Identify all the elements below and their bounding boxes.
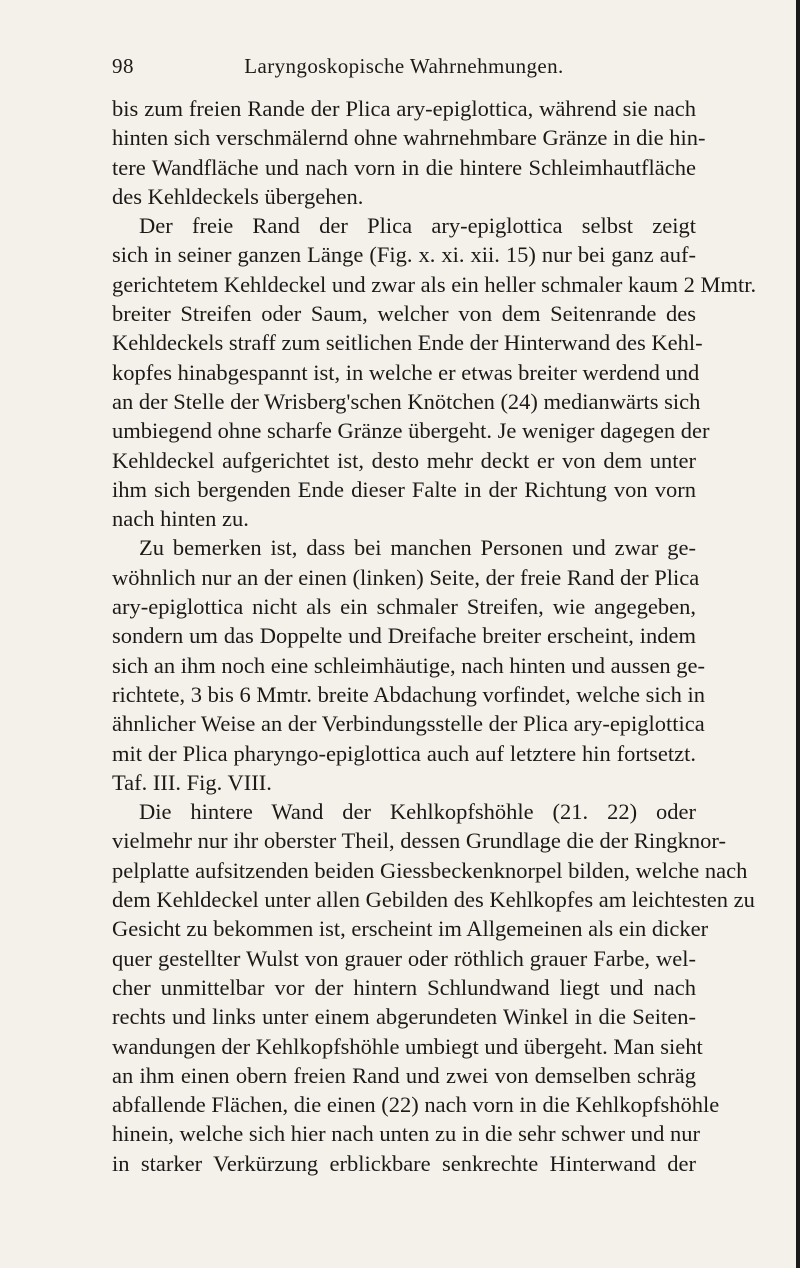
text-line: hinten sich verschmälernd ohne wahrnehmbare Gränze in die hin- — [112, 125, 706, 151]
text-line: Der freie Rand der Plica ary-epiglottica selbst zeigt — [139, 213, 696, 239]
text-line: tere Wandfläche und nach vorn in die hintere Schleimhautfläche — [112, 154, 696, 180]
text-line: Die hintere Wand der Kehlkopfshöhle (21. 22) oder — [139, 799, 696, 825]
body-text — [112, 94, 757, 1178]
text-line: gerichtetem Kehldeckel und zwar als ein heller schmaler kaum 2 Mmtr. — [112, 271, 757, 297]
running-title: Laryngoskopische Wahrnehmungen. — [244, 54, 564, 78]
text-line: hinein, welche sich hier nach unten zu in die sehr schwer und nur — [112, 1121, 700, 1147]
text-line: vielmehr nur ihr oberster Theil, dessen Grundlage die der Ringknor- — [112, 828, 726, 854]
text-line: umbiegend ohne scharfe Gränze übergeht. Je weniger dagegen der — [112, 418, 710, 444]
text-line: cher unmittelbar vor der hintern Schlundwand liegt und nach — [112, 974, 696, 1000]
text-line: wöhnlich nur an der einen (linken) Seite, der freie Rand der Plica — [112, 564, 700, 590]
text-line: ary-epiglottica nicht als ein schmaler Streifen, wie angegeben, — [112, 594, 696, 620]
text-line: wandungen der Kehlkopfshöhle umbiegt und übergeht. Man sieht — [112, 1033, 703, 1059]
text-line: abfallende Flächen, die einen (22) nach vorn in die Kehlkopfshöhle — [112, 1092, 720, 1118]
text-line: Zu bemerken ist, dass bei manchen Personen und zwar ge- — [139, 535, 696, 561]
page-header — [112, 54, 696, 84]
text-line: an ihm einen obern freien Rand und zwei von demselben schräg — [112, 1062, 696, 1088]
text-line: an der Stelle der Wrisberg'schen Knötchen (24) medianwärts sich — [112, 388, 701, 414]
text-line: Kehldeckels straff zum seitlichen Ende der Hinterwand des Kehl- — [112, 330, 703, 356]
text-line: des Kehldeckels übergehen. — [112, 183, 364, 209]
text-line: quer gestellter Wulst von grauer oder röthlich grauer Farbe, wel- — [112, 945, 696, 971]
text-line: sondern um das Doppelte und Dreifache breiter erscheint, indem — [112, 623, 696, 649]
text-line: nach hinten zu. — [112, 506, 249, 532]
text-line: sich an ihm noch eine schleimhäutige, nach hinten und aussen ge- — [112, 652, 705, 678]
page-edge-shadow — [796, 0, 800, 1268]
text-line: Gesicht zu bekommen ist, erscheint im Allgemeinen als ein dicker — [112, 916, 709, 942]
text-line: kopfes hinabgespannt ist, in welche er etwas breiter werdend und — [112, 359, 700, 385]
text-line: in starker Verkürzung erblickbare senkrechte Hinterwand der — [112, 1150, 696, 1176]
text-line: pelplatte aufsitzenden beiden Giessbeckenknorpel bilden, welche nach — [112, 857, 748, 883]
text-line: Taf. III. Fig. VIII. — [112, 769, 272, 795]
text-line: Kehldeckel aufgerichtet ist, desto mehr deckt er von dem unter — [112, 447, 696, 473]
page-number: 98 — [112, 54, 134, 78]
text-line: ihm sich bergenden Ende dieser Falte in der Richtung von vorn — [112, 476, 696, 502]
text-line: rechts und links unter einem abgerundeten Winkel in die Seiten- — [112, 1004, 696, 1030]
text-line: breiter Streifen oder Saum, welcher von dem Seitenrande des — [112, 301, 696, 327]
text-line: dem Kehldeckel unter allen Gebilden des Kehlkopfes am leichtesten zu — [112, 887, 755, 913]
text-line: richtete, 3 bis 6 Mmtr. breite Abdachung vorfindet, welche sich in — [112, 681, 705, 707]
text-line: bis zum freien Rande der Plica ary-epiglottica, während sie nach — [112, 96, 696, 121]
text-line: ähnlicher Weise an der Verbindungsstelle der Plica ary-epiglottica — [112, 711, 705, 737]
text-line: sich in seiner ganzen Länge (Fig. x. xi. xii. 15) nur bei ganz auf- — [112, 242, 696, 268]
text-line: mit der Plica pharyngo-epiglottica auch auf letztere hin fortsetzt. — [112, 740, 696, 766]
